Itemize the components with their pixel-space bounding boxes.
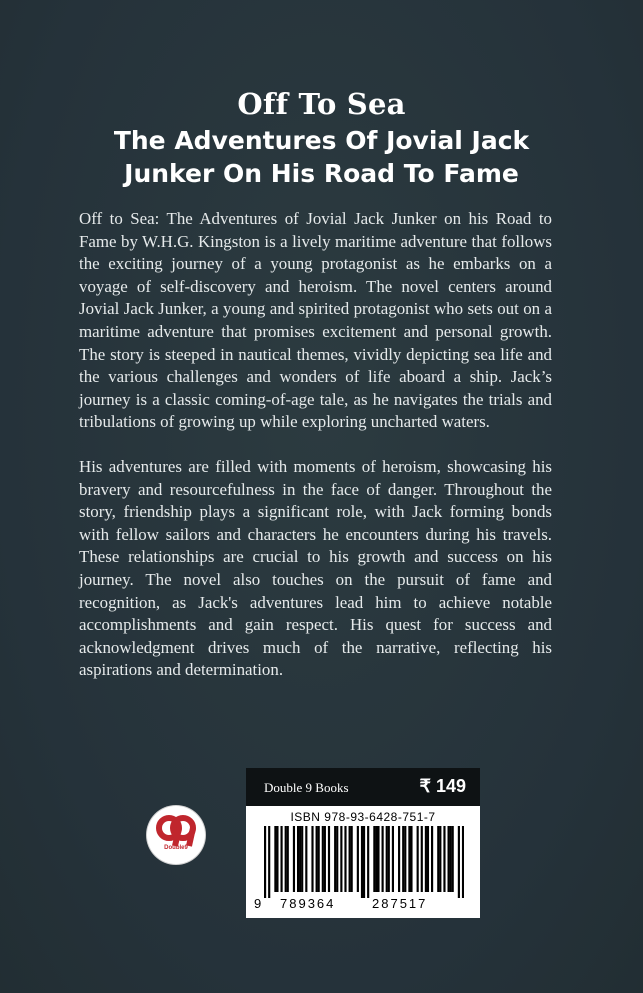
publisher-logo [147,806,205,864]
logo-text: Double9 [164,845,188,851]
title-block [0,84,643,190]
price-barcode-box [246,768,480,918]
publisher-name: Double 9 Books [264,780,349,795]
book-subtitle-line-2: Junker On His Road To Fame [124,159,519,188]
barcode-digits-left: 789364 [280,896,336,911]
barcode-digit-first: 9 [254,896,262,911]
double9-logo-icon [147,806,205,864]
barcode-icon [264,826,464,898]
price-bar [246,768,480,806]
blurb-paragraph-1: Off to Sea: The Adventures of Jovial Jack Junker on his Road to Fame by W.H.G. Kingston is a lively maritime adventure that follows the exciting journey of a young protagonist as he embarks on a voyage of self-discovery and heroism. The novel centers around Jovial Jack Junker, a young and spirited protagonist who sets out on a maritime adventure that promises excitement and personal growth. The story is steeped in nautical themes, vividly depicting sea life and the various challenges and wonders of life aboard a ship. Jack’s journey is a classic coming-of-age tale, as he navigates the trials and tribulations of growing up while exploring uncharted waters. [79,209,552,432]
price: ₹ 149 [419,776,466,796]
barcode-digits-right: 287517 [372,896,428,911]
blurb-paragraph-2: His adventures are filled with moments of heroism, showcasing his bravery and resourcefulness in the face of danger. Throughout the story, friendship plays a significant role, with Jack forming bonds with fellow sailors and characters he encounters during his travels. These relationships are crucial to his growth and success on his journey. The novel also touches on the pursuit of fame and recognition, as Jack's adventures lead him to achieve notable accomplishments and gain respect. His quest for success and acknowledgment drives much of the narrative, reflecting his aspirations and determination. [79,456,552,680]
blurb [79,208,552,704]
book-subtitle-line-1: The Adventures Of Jovial Jack [113,126,530,155]
isbn-text: ISBN 978-93-6428-751-7 [290,810,436,824]
book-title: Off To Sea [237,87,406,121]
